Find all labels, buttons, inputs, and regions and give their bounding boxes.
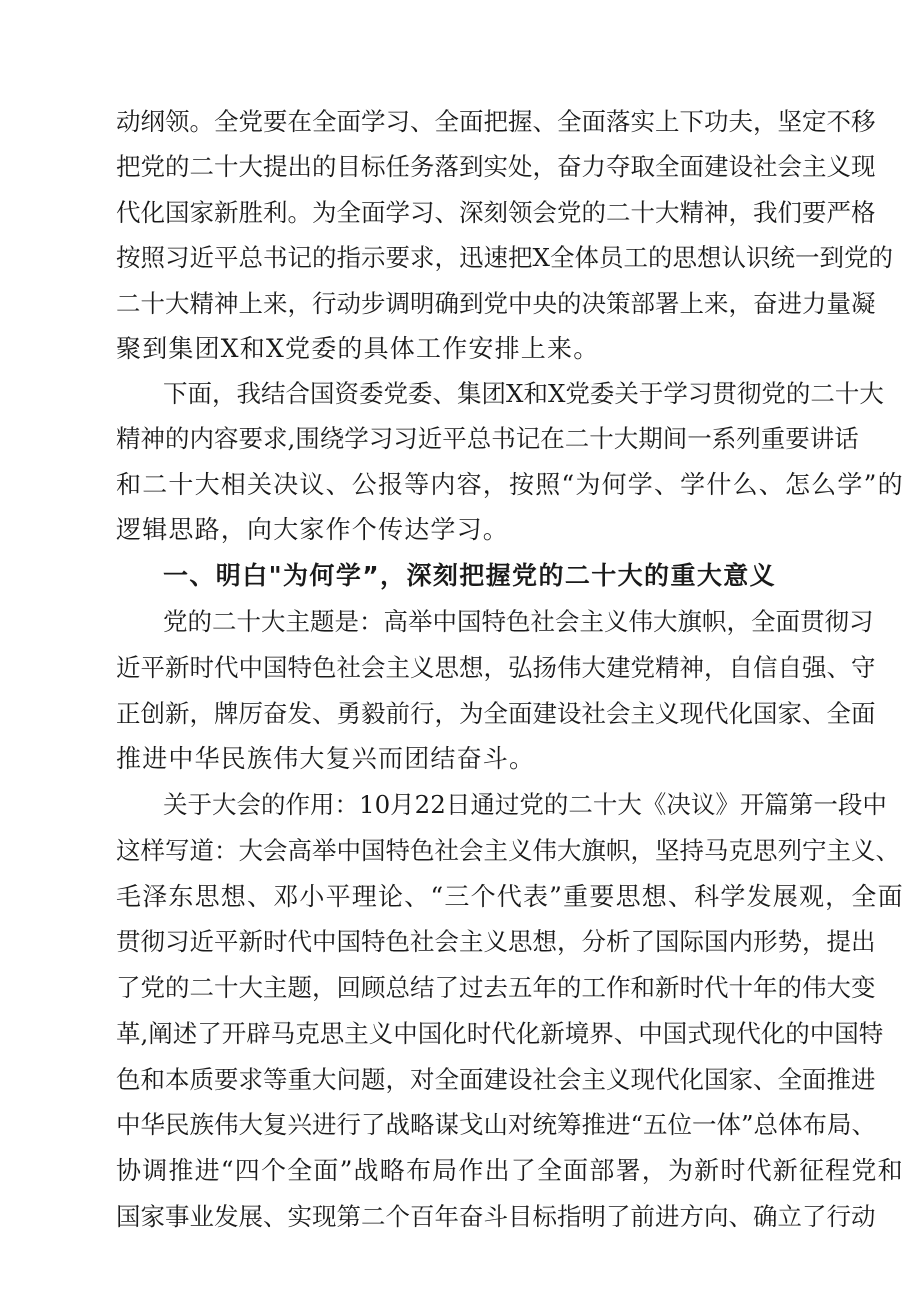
text-line: 党的二十大主题是：高举中国特色社会主义伟大旗帜，全面贯彻习 <box>163 607 874 636</box>
text-line: 正创新，牌厉奋发、勇毅前行，为全面建设社会主义现代化国家、全面 <box>116 699 876 728</box>
text-line: 代化国家新胜利。为全面学习、深刻领会党的二十大精神，我们要严格 <box>116 198 876 227</box>
text-line: 色和本质要求等重大问题，对全面建设社会主义现代化国家、全面推进 <box>116 1065 876 1094</box>
text-line: 推进中华民族伟大复兴而团结奋斗。 <box>116 744 536 773</box>
text-line: 贯彻习近平新时代中国特色社会主义思想，分析了国际国内形势，提出 <box>116 927 876 956</box>
text-line: 二十大精神上来，行动步调明确到党中央的决策部署上来，奋进力量凝 <box>116 289 876 318</box>
text-line: 和二十大相关决议、公报等内容，按照“为何学、学什么、怎么学”的 <box>116 470 904 499</box>
text-line: 下面，我结合国资委党委、集团X和X党委关于学习贯彻党的二十大 <box>163 379 884 408</box>
text-line: 协调推进“四个全面”战略布局作出了全面部署，为新时代新征程党和 <box>116 1156 904 1185</box>
text-line: 革,阐述了开辟马克思主义中国化时代化新境界、中国式现代化的中国特 <box>116 1019 884 1048</box>
section-heading: 一、明白"为何学”，深刻把握党的二十大的重大意义 <box>163 561 777 590</box>
text-line: 中华民族伟大复兴进行了战略谋戈山对统筹推进“五位一体”总体布局、 <box>116 1110 877 1139</box>
text-line: 了党的二十大主题，回顾总结了过去五年的工作和新时代十年的伟大变 <box>116 973 876 1002</box>
text-line: 聚到集团X和X党委的具体工作安排上来。 <box>116 334 600 363</box>
text-line: 近平新时代中国特色社会主义思想，弘扬伟大建党精神，自信自强、守 <box>116 653 876 682</box>
text-line: 关于大会的作用：10月22日通过党的二十大《决议》开篇第一段中 <box>163 790 887 819</box>
text-line: 毛泽东思想、邓小平理论、“三个代表”重要思想、科学发展观，全面 <box>116 882 904 911</box>
text-line: 精神的内容要求,围绕学习习近平总书记在二十大期间一系列重要讲话 <box>116 424 859 453</box>
text-line: 按照习近平总书记的指示要求，迅速把X全体员工的思想认识统一到党的 <box>116 243 893 272</box>
text-line: 国家事业发展、实现第二个百年奋斗目标指明了前进方向、确立了行动 <box>116 1202 876 1231</box>
text-line: 把党的二十大提出的目标任务落到实处，奋力夺取全面建设社会主义现 <box>116 152 876 181</box>
text-line: 动纲领。全党要在全面学习、全面把握、全面落实上下功夫，坚定不移 <box>116 107 876 136</box>
text-line: 这样写道：大会高举中国特色社会主义伟大旗帜，坚持马克思列宁主义、 <box>116 836 900 865</box>
text-line: 逻辑思路，向大家作个传达学习。 <box>116 515 510 544</box>
